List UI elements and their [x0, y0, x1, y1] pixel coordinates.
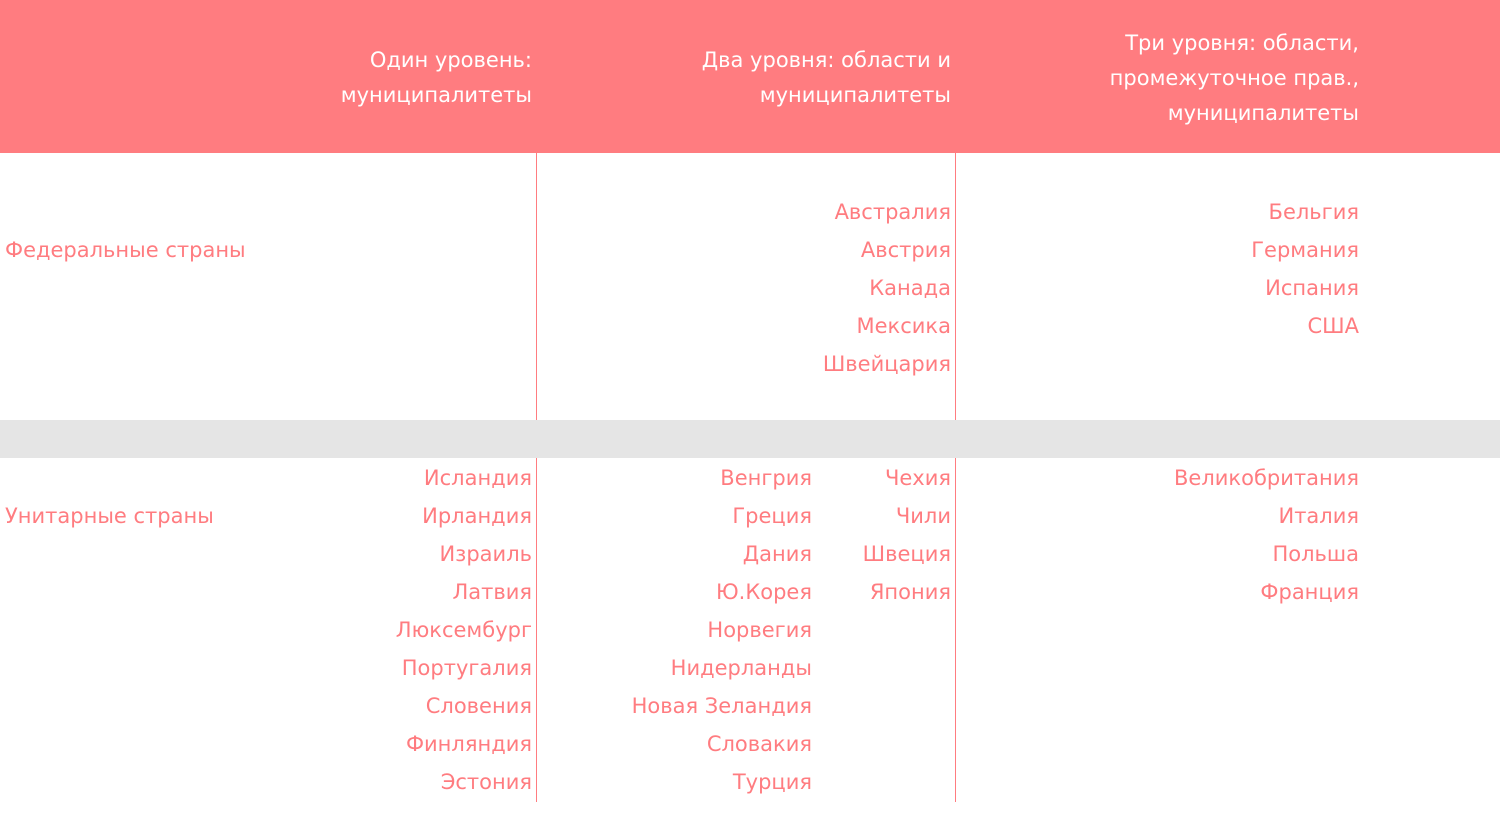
country-name: США	[1307, 314, 1359, 338]
unitary-three-level-list	[1174, 459, 1359, 611]
unitary-two-level-list-a	[632, 459, 812, 801]
header-three-levels-line-3: муниципалитеты	[1167, 101, 1359, 125]
header-one-level-line-1: Один уровень:	[369, 48, 532, 72]
country-name: Люксембург	[395, 618, 532, 642]
federal-two-level-list	[823, 193, 951, 383]
country-name: Нидерланды	[670, 656, 812, 680]
header-one-level-line-2: муниципалитеты	[340, 83, 532, 107]
country-name: Эстония	[440, 770, 532, 794]
country-name: Япония	[869, 580, 951, 604]
federal-three-level-list	[1251, 193, 1359, 345]
column-divider	[536, 153, 537, 420]
country-name: Чехия	[884, 466, 951, 490]
column-divider	[955, 153, 956, 420]
country-name: Бельгия	[1268, 200, 1359, 224]
country-name: Дания	[742, 542, 812, 566]
column-divider	[955, 458, 956, 802]
country-name: Турция	[732, 770, 812, 794]
country-name: Швеция	[862, 542, 951, 566]
header-two-levels-line-1: Два уровня: области и	[701, 48, 951, 72]
country-name: Канада	[869, 276, 951, 300]
country-name: Израиль	[439, 542, 532, 566]
header-one-level	[341, 43, 532, 113]
header-three-levels	[1110, 26, 1359, 131]
country-name: Австралия	[834, 200, 951, 224]
country-name: Ю.Корея	[716, 580, 812, 604]
unitary-two-level-list-b	[863, 459, 951, 611]
country-name: Венгрия	[720, 466, 812, 490]
country-name: Новая Зеландия	[631, 694, 812, 718]
country-name: Испания	[1265, 276, 1359, 300]
row-separator-band	[0, 420, 1500, 458]
country-name: Польша	[1272, 542, 1359, 566]
country-name: Словения	[425, 694, 532, 718]
header-two-levels	[702, 43, 951, 113]
row-label-federal: Федеральные страны	[5, 238, 246, 262]
country-name: Ирландия	[422, 504, 532, 528]
country-name: Великобритания	[1174, 466, 1359, 490]
column-divider	[536, 458, 537, 802]
country-name: Австрия	[860, 238, 951, 262]
row-label-unitary: Унитарные страны	[5, 504, 214, 528]
country-name: Латвия	[452, 580, 532, 604]
country-name: Финляндия	[405, 732, 532, 756]
country-name: Словакия	[706, 732, 812, 756]
country-name: Швейцария	[822, 352, 951, 376]
country-name: Франция	[1260, 580, 1359, 604]
country-name: Норвегия	[707, 618, 812, 642]
country-name: Португалия	[401, 656, 532, 680]
country-name: Германия	[1251, 238, 1359, 262]
country-name: Мексика	[856, 314, 951, 338]
unitary-one-level-list	[396, 459, 532, 801]
header-three-levels-line-2: промежуточное прав.,	[1109, 66, 1359, 90]
country-name: Чили	[895, 504, 951, 528]
country-name: Исландия	[423, 466, 532, 490]
header-three-levels-line-1: Три уровня: области,	[1125, 31, 1359, 55]
country-name: Италия	[1278, 504, 1359, 528]
header-two-levels-line-2: муниципалитеты	[759, 83, 951, 107]
country-name: Греция	[732, 504, 812, 528]
